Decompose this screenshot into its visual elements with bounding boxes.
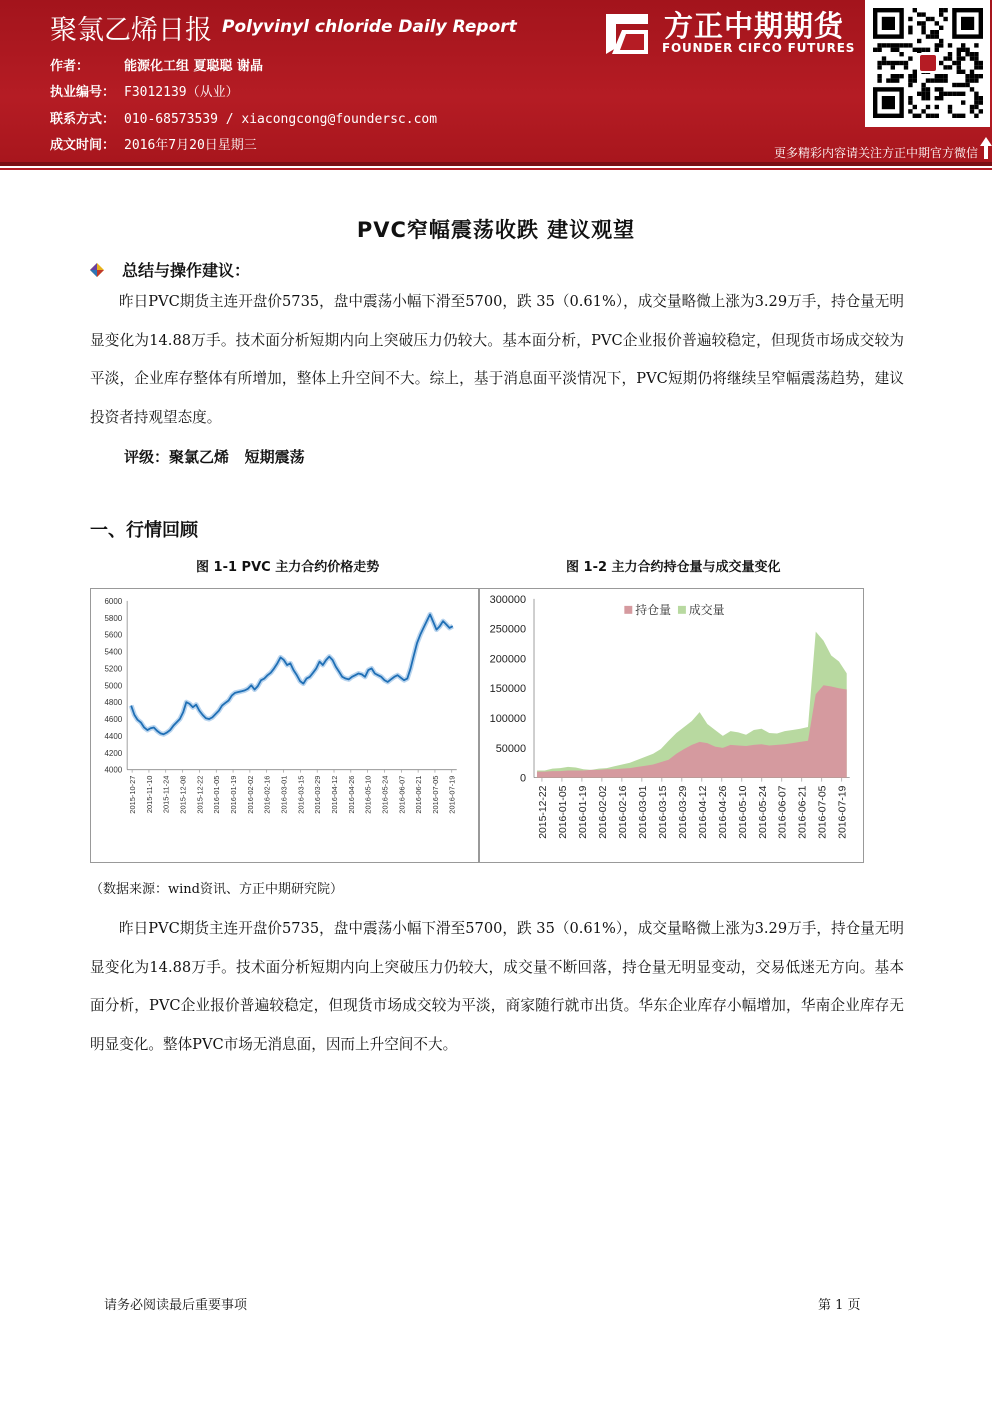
qr-module <box>921 92 925 96</box>
x-tick-label: 2016-05-10 <box>363 775 373 814</box>
qr-module <box>948 65 952 69</box>
meta-value: 2016年7月20日星期三 <box>124 138 257 153</box>
report-title-cn: 聚氯乙烯日报 <box>50 15 212 46</box>
qr-module <box>882 43 886 47</box>
qr-module <box>961 83 965 87</box>
meta-key: 作者： <box>50 59 90 74</box>
qr-module <box>948 105 952 109</box>
qr-module <box>979 109 983 113</box>
qr-module <box>939 12 943 16</box>
qr-module <box>970 52 974 56</box>
qr-module <box>974 74 978 78</box>
legend-label: 成交量 <box>688 602 725 617</box>
qr-finder-core <box>961 17 974 30</box>
qr-module <box>908 26 912 30</box>
summary-heading-text: 总结与操作建议： <box>122 261 251 280</box>
x-tick-label: 2016-02-16 <box>262 775 272 814</box>
qr-module <box>895 43 899 47</box>
qr-module <box>913 78 917 82</box>
follow-wechat-text: 更多精彩内容请关注方正中期官方微信 <box>773 146 978 160</box>
qr-module <box>908 74 912 78</box>
qr-module <box>895 48 899 52</box>
qr-module <box>913 8 917 12</box>
meta-date <box>50 134 257 153</box>
x-tick-label: 2016-04-26 <box>346 775 356 814</box>
qr-module <box>939 43 943 47</box>
y-tick-label: 6000 <box>104 596 123 606</box>
qr-module <box>926 78 930 82</box>
qr-module <box>979 96 983 100</box>
x-tick-label: 2016-04-12 <box>697 785 709 839</box>
qr-module <box>939 26 943 30</box>
brand-name-en: FOUNDER CIFCO FUTURES <box>662 41 856 55</box>
legend-swatch <box>624 606 632 614</box>
qr-module <box>873 48 877 52</box>
qr-module <box>926 96 930 100</box>
qr-module <box>926 114 930 118</box>
qr-module <box>943 56 947 60</box>
qr-module <box>970 78 974 82</box>
qr-module <box>908 78 912 82</box>
qr-module <box>961 56 965 60</box>
qr-module <box>913 48 917 52</box>
summary-paragraph: 昨日PVC期货主连开盘价5735，盘中震荡小幅下滑至5700，跌 35（0.61%），成交量略微上涨为3.29万手，持仓量无明显变化为14.88万手。技术面分析短期内向上突破压力仍较大。基本面分析，PVC企业报价普遍较稳定，但现货市场成交较为平淡，企业库存整体有所增加，整体上升空间不大。综上，基于消息面平淡情况下，PVC短期仍将继续呈窄幅震荡趋势，建议投资者持观望态度。 <box>90 293 904 426</box>
report-title-en: Polyvinyl chloride Daily Report <box>222 17 517 37</box>
qr-module <box>908 17 912 21</box>
qr-module <box>957 70 961 74</box>
qr-module <box>957 114 961 118</box>
x-tick-label: 2016-03-01 <box>279 775 289 814</box>
qr-module <box>908 30 912 34</box>
qr-module <box>891 78 895 82</box>
meta-value: 010-68573539 / xiacongcong@foundersc.com <box>124 112 438 127</box>
qr-module <box>886 78 890 82</box>
qr-module <box>939 39 943 43</box>
header-divider-thin <box>0 168 992 170</box>
qr-module <box>926 105 930 109</box>
review-paragraph: 昨日PVC期货主连开盘价5735，盘中震荡小幅下滑至5700，跌 35（0.61%），成交量略微上涨为3.29万手，持仓量无明显变化为14.88万手。技术面分析短期内向上突破压力仍较大，成交量不断回落，持仓量无明显变动，交易低迷无方向。基本面分析，PVC企业报价普遍较稳定，但现货市场成交较为平淡，商家随行就市出货。华东企业库存小幅增加，华南企业库存无明显变化。整体PVC市场无消息面，因而上升空间不大。 <box>90 920 904 1053</box>
x-tick-label: 2016-04-12 <box>329 775 339 814</box>
qr-module <box>970 70 974 74</box>
data-source-note: （数据来源：wind资讯、方正中期研究院） <box>90 882 343 897</box>
x-tick-label: 2016-03-01 <box>637 785 649 839</box>
x-tick-label: 2016-07-19 <box>837 785 849 839</box>
qr-module <box>877 43 881 47</box>
qr-module <box>917 21 921 25</box>
qr-module <box>913 70 917 74</box>
qr-module <box>939 74 943 78</box>
qr-module <box>908 96 912 100</box>
qr-module <box>974 56 978 60</box>
y-tick-label: 150000 <box>489 683 527 696</box>
qr-finder-core <box>882 96 895 109</box>
y-tick-label: 5000 <box>104 681 123 691</box>
y-tick-label: 5800 <box>104 613 123 623</box>
qr-module <box>877 61 881 65</box>
qr-module <box>939 78 943 82</box>
qr-module <box>957 56 961 60</box>
qr-module <box>979 65 983 69</box>
y-tick-label: 300000 <box>489 593 527 606</box>
qr-module <box>917 48 921 52</box>
qr-module <box>917 114 921 118</box>
qr-module <box>939 87 943 91</box>
x-tick-label: 2015-10-27 <box>128 775 138 814</box>
qr-module <box>921 83 925 87</box>
y-tick-label: 100000 <box>489 713 527 726</box>
qr-module <box>974 114 978 118</box>
qr-module <box>882 56 886 60</box>
x-tick-label: 2015-12-22 <box>195 775 205 814</box>
meta-license <box>50 81 239 100</box>
legend-label: 持仓量 <box>635 602 671 617</box>
qr-module <box>943 92 947 96</box>
qr-logo-mark <box>920 55 936 71</box>
x-tick-label: 2016-07-19 <box>447 775 457 814</box>
meta-key: 成文时间： <box>50 138 116 153</box>
qr-module <box>882 61 886 65</box>
qr-module <box>921 87 925 91</box>
qr-module <box>974 61 978 65</box>
qr-module <box>957 52 961 56</box>
qr-module <box>930 114 934 118</box>
x-tick-label: 2015-12-22 <box>537 785 549 839</box>
qr-module <box>930 30 934 34</box>
qr-module <box>935 105 939 109</box>
qr-module <box>921 12 925 16</box>
qr-module <box>939 92 943 96</box>
section-heading: 一、行情回顾 <box>90 520 198 541</box>
y-tick-label: 250000 <box>489 623 527 636</box>
qr-module <box>948 92 952 96</box>
qr-module <box>877 78 881 82</box>
x-tick-label: 2015-11-10 <box>144 775 154 814</box>
founder-logo-icon <box>604 6 656 56</box>
qr-module <box>908 100 912 104</box>
qr-module <box>979 74 983 78</box>
qr-module <box>921 26 925 30</box>
y-tick-label: 50000 <box>495 742 527 755</box>
qr-module <box>891 61 895 65</box>
figure-1-caption: 图 1-1 PVC 主力合约价格走势 <box>196 560 380 575</box>
qr-module <box>974 105 978 109</box>
qr-module <box>961 70 965 74</box>
qr-module <box>886 61 890 65</box>
y-tick-label: 5600 <box>104 630 123 640</box>
qr-module <box>961 43 965 47</box>
qr-module <box>957 92 961 96</box>
qr-module <box>970 105 974 109</box>
qr-module <box>908 56 912 60</box>
wechat-qr-code[interactable] <box>865 0 990 127</box>
qr-module <box>926 92 930 96</box>
qr-module <box>970 109 974 113</box>
qr-module <box>908 43 912 47</box>
qr-module <box>961 92 965 96</box>
qr-module <box>899 61 903 65</box>
qr-module <box>948 43 952 47</box>
qr-module <box>904 43 908 47</box>
qr-module <box>926 87 930 91</box>
qr-module <box>917 92 921 96</box>
qr-module <box>943 17 947 21</box>
header-divider <box>0 162 992 166</box>
y-tick-label: 4400 <box>104 731 123 741</box>
price-line-shadow <box>131 614 453 734</box>
brand-name-cn: 方正中期期货 <box>664 9 845 43</box>
qr-module <box>917 12 921 16</box>
arrow-up-icon <box>980 137 992 159</box>
qr-module <box>921 21 925 25</box>
qr-module <box>877 48 881 52</box>
qr-module <box>908 109 912 113</box>
qr-module <box>926 48 930 52</box>
qr-module <box>904 61 908 65</box>
x-tick-label: 2016-07-05 <box>430 775 440 814</box>
qr-module <box>961 48 965 52</box>
qr-module <box>957 65 961 69</box>
qr-module <box>952 114 956 118</box>
qr-module <box>974 78 978 82</box>
x-tick-label: 2016-03-29 <box>677 785 689 839</box>
x-tick-label: 2016-05-24 <box>757 785 769 839</box>
qr-module <box>921 96 925 100</box>
qr-module <box>891 65 895 69</box>
y-tick-label: 5200 <box>104 664 123 674</box>
qr-finder-core <box>882 17 895 30</box>
qr-module <box>895 74 899 78</box>
qr-module <box>935 30 939 34</box>
qr-module <box>943 78 947 82</box>
x-tick-label: 2016-01-05 <box>557 785 569 839</box>
qr-module <box>961 100 965 104</box>
qr-module <box>939 61 943 65</box>
qr-module <box>926 17 930 21</box>
y-tick-label: 4000 <box>104 765 123 775</box>
qr-module <box>913 105 917 109</box>
qr-module <box>974 96 978 100</box>
qr-module <box>965 52 969 56</box>
qr-module <box>957 48 961 52</box>
qr-module <box>921 109 925 113</box>
y-tick-label: 4800 <box>104 698 123 708</box>
qr-module <box>935 96 939 100</box>
x-tick-label: 2015-12-08 <box>178 775 188 814</box>
qr-module <box>943 65 947 69</box>
qr-module <box>895 61 899 65</box>
qr-module <box>930 34 934 38</box>
y-tick-label: 5400 <box>104 647 123 657</box>
volume-openinterest-chart <box>479 588 864 863</box>
qr-module <box>939 96 943 100</box>
qr-module <box>979 61 983 65</box>
x-tick-label: 2016-03-15 <box>657 785 669 839</box>
qr-module <box>965 74 969 78</box>
meta-key: 执业编号： <box>50 85 116 100</box>
qr-module <box>979 100 983 104</box>
x-tick-label: 2016-03-15 <box>296 775 306 814</box>
qr-module <box>943 74 947 78</box>
x-tick-label: 2016-03-29 <box>313 775 323 814</box>
x-tick-label: 2016-05-24 <box>380 775 390 814</box>
qr-module <box>899 74 903 78</box>
y-tick-label: 200000 <box>489 653 527 666</box>
x-tick-label: 2016-01-19 <box>577 785 589 839</box>
qr-module <box>970 56 974 60</box>
x-tick-label: 2016-07-05 <box>817 785 829 839</box>
x-tick-label: 2016-02-16 <box>617 785 629 839</box>
qr-module <box>965 83 969 87</box>
qr-module <box>948 52 952 56</box>
qr-module <box>965 48 969 52</box>
meta-value: F3012139（从业） <box>124 85 239 100</box>
x-tick-label: 2016-06-21 <box>797 785 809 839</box>
y-tick-label: 0 <box>519 772 527 785</box>
y-tick-label: 4200 <box>104 748 123 758</box>
qr-module <box>935 48 939 52</box>
qr-module <box>891 74 895 78</box>
x-tick-label: 2016-05-10 <box>737 785 749 839</box>
qr-module <box>913 74 917 78</box>
x-tick-label: 2016-02-02 <box>597 785 609 839</box>
qr-module <box>917 39 921 43</box>
qr-module <box>935 78 939 82</box>
qr-module <box>961 114 965 118</box>
qr-module <box>957 83 961 87</box>
qr-module <box>930 17 934 21</box>
qr-module <box>930 78 934 82</box>
qr-module <box>974 100 978 104</box>
qr-module <box>877 65 881 69</box>
qr-module <box>974 65 978 69</box>
qr-module <box>891 43 895 47</box>
x-tick-label: 2016-06-21 <box>414 775 424 814</box>
qr-module <box>965 78 969 82</box>
meta-key: 联系方式： <box>50 112 116 127</box>
qr-module <box>935 43 939 47</box>
x-tick-label: 2016-06-07 <box>397 775 407 814</box>
qr-module <box>899 43 903 47</box>
document-title: PVC窄幅震荡收跌 建议观望 <box>356 218 636 242</box>
qr-module <box>974 52 978 56</box>
qr-module <box>935 114 939 118</box>
qr-module <box>935 21 939 25</box>
qr-module <box>948 56 952 60</box>
qr-module <box>970 74 974 78</box>
qr-module <box>899 52 903 56</box>
qr-module <box>935 74 939 78</box>
qr-module <box>913 114 917 118</box>
qr-module <box>952 83 956 87</box>
x-tick-label: 2016-01-19 <box>229 775 239 814</box>
page-number: 第 1 页 <box>818 1298 861 1313</box>
meta-author <box>50 55 263 74</box>
x-tick-label: 2016-04-26 <box>717 785 729 839</box>
x-tick-label: 2016-06-07 <box>777 785 789 839</box>
qr-module <box>921 30 925 34</box>
summary-heading <box>90 258 250 281</box>
qr-module <box>904 65 908 69</box>
meta-contact <box>50 108 437 127</box>
qr-module <box>943 8 947 12</box>
footer-disclaimer: 请务必阅读最后重要事项 <box>104 1298 248 1313</box>
qr-module <box>970 87 974 91</box>
qr-module <box>926 34 930 38</box>
qr-module <box>921 48 925 52</box>
qr-module <box>957 61 961 65</box>
legend-swatch <box>678 606 686 614</box>
qr-module <box>952 92 956 96</box>
meta-value: 能源化工组 夏聪聪 谢晶 <box>124 59 264 74</box>
qr-module <box>935 87 939 91</box>
qr-module <box>952 61 956 65</box>
rating-text: 评级：聚氯乙烯 短期震荡 <box>124 448 305 466</box>
price-trend-chart <box>90 588 479 863</box>
x-tick-label: 2015-11-24 <box>161 775 171 814</box>
qr-module <box>908 83 912 87</box>
qr-module <box>939 8 943 12</box>
diamond-bullet-icon <box>90 263 104 277</box>
qr-module <box>891 48 895 52</box>
y-tick-label: 4600 <box>104 715 123 725</box>
qr-module <box>895 78 899 82</box>
qr-module <box>886 43 890 47</box>
qr-module <box>935 34 939 38</box>
x-tick-label: 2016-02-02 <box>245 775 255 814</box>
qr-module <box>974 92 978 96</box>
figure-2-caption: 图 1-2 主力合约持仓量与成交量变化 <box>566 560 781 575</box>
qr-module <box>974 43 978 47</box>
qr-module <box>877 74 881 78</box>
x-tick-label: 2016-01-05 <box>212 775 222 814</box>
qr-module <box>948 109 952 113</box>
